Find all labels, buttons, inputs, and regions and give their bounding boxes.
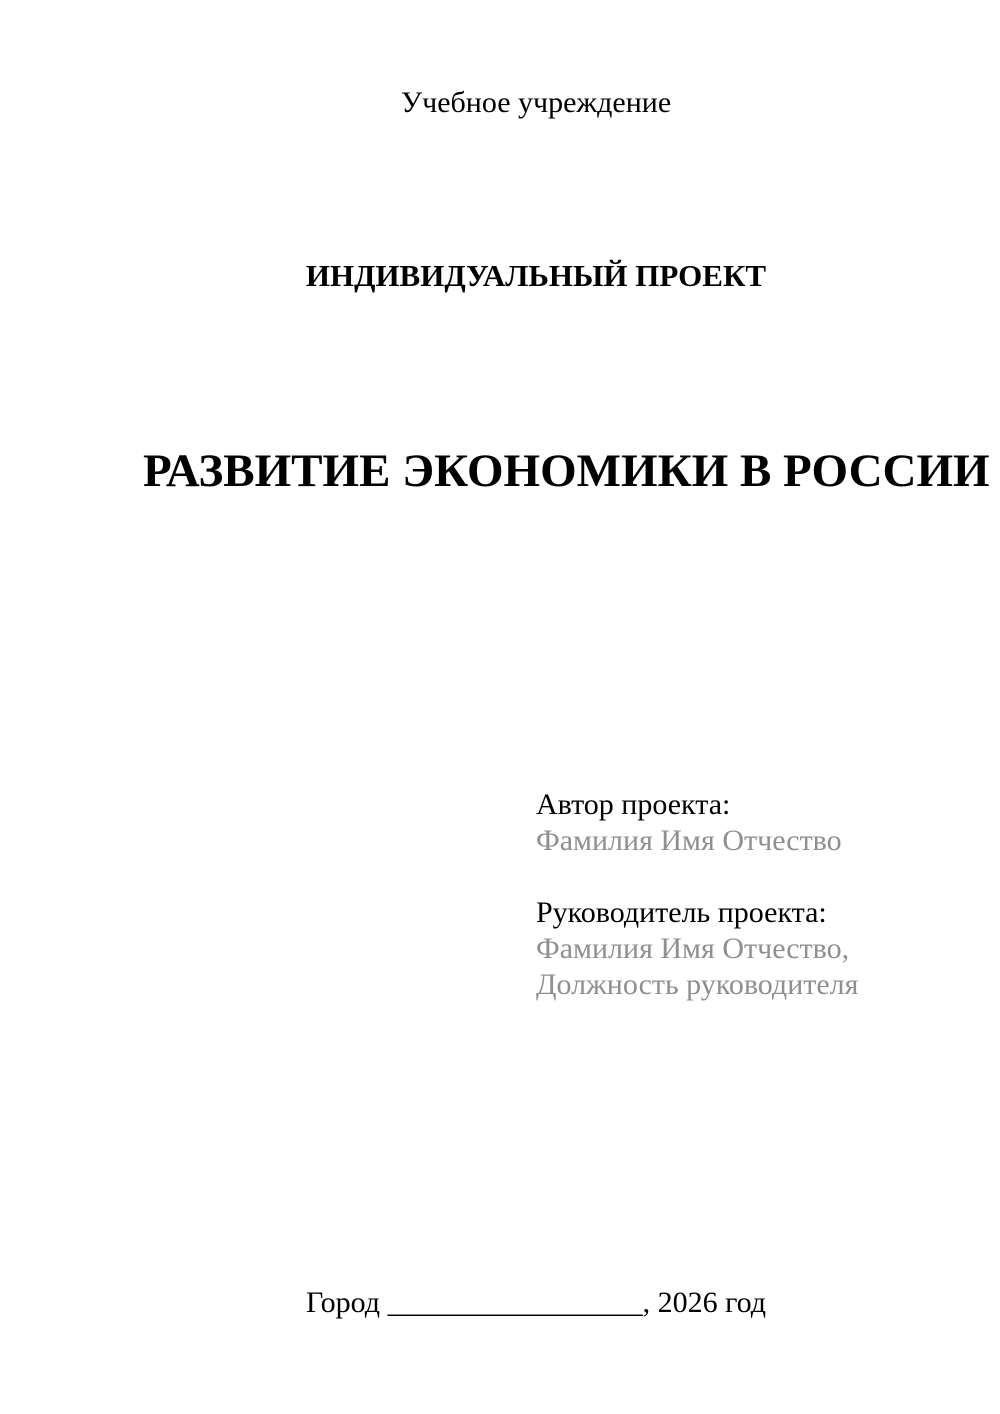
credits-block: [536, 787, 858, 1003]
footer-year: , 2026 год: [642, 1286, 767, 1319]
supervisor-label: Руководитель проекта:: [536, 896, 827, 929]
footer-city-label: Город: [305, 1286, 381, 1319]
institution-name: Учебное учреждение: [400, 86, 672, 119]
author-name-placeholder: Фамилия Имя Отчество: [536, 824, 842, 857]
author-label: Автор проекта:: [536, 788, 731, 821]
footer-blank-line: _________________: [387, 1286, 643, 1319]
supervisor-name-placeholder: Фамилия Имя Отчество,: [536, 932, 850, 965]
project-title: РАЗВИТИЕ ЭКОНОМИКИ В РОССИИ: [143, 445, 990, 497]
supervisor-group: [536, 895, 858, 1003]
supervisor-position-placeholder: Должность руководителя: [536, 968, 859, 1001]
footer-line: [143, 1285, 929, 1321]
author-group: [536, 787, 858, 859]
project-type-heading: ИНДИВИДУАЛЬНЫЙ ПРОЕКТ: [305, 258, 767, 293]
